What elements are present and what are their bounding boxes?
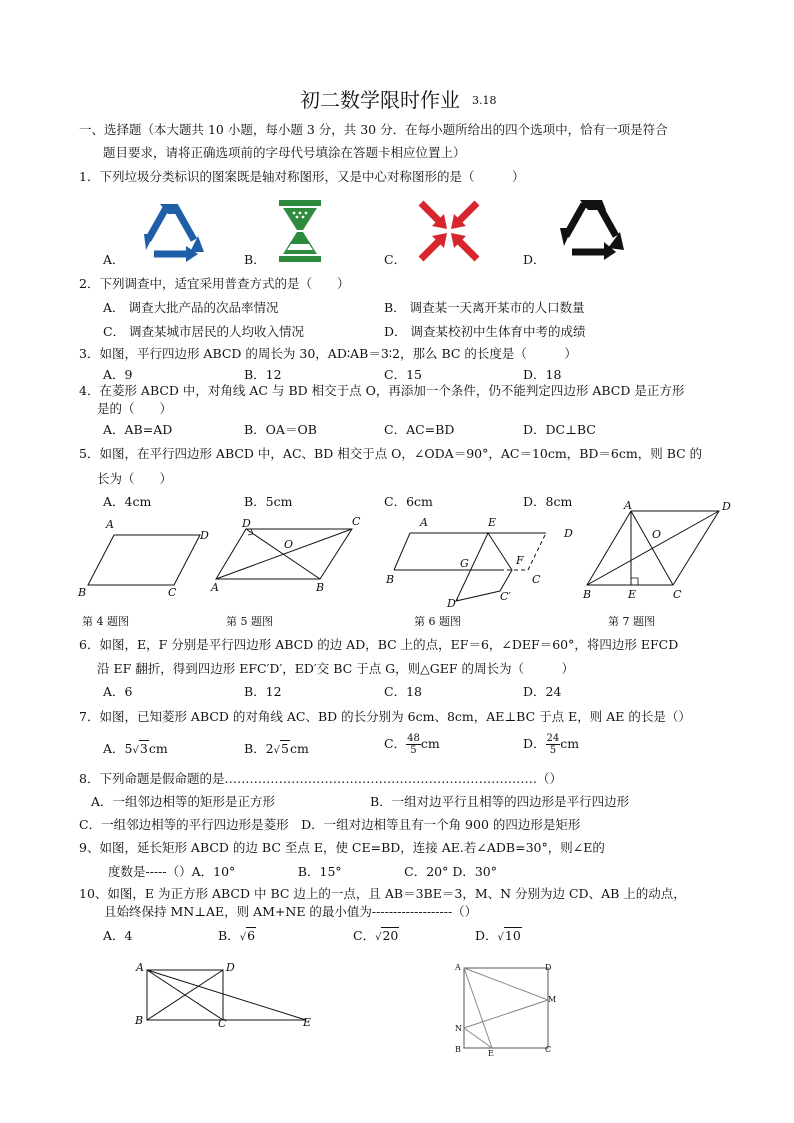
fig9-label-e: E bbox=[303, 1016, 312, 1029]
q2-option-c: C． 调查某城市居民的人均收入情况 bbox=[103, 324, 305, 339]
q3-option-a: A．9 bbox=[103, 367, 133, 382]
fig9-label-b: B bbox=[135, 1014, 144, 1027]
q2-option-b: B． 调查某一天离开某市的人口数量 bbox=[384, 300, 585, 315]
q4-option-b: B．OA＝OB bbox=[244, 422, 317, 437]
q6-option-a: A．6 bbox=[103, 684, 133, 699]
q8-option-a: A．一组邻边相等的矩形是正方形 bbox=[91, 794, 276, 809]
fig6-label-d-prime: D′ bbox=[447, 597, 459, 610]
fig6-label-c-prime: C′ bbox=[500, 590, 511, 603]
fig7-caption: 第 7 题图 bbox=[608, 615, 655, 628]
fig6-label-f: F bbox=[516, 554, 524, 567]
fig4-label-a: A bbox=[106, 518, 114, 531]
fig5-label-d: D bbox=[242, 517, 251, 530]
q1-option-b: B． bbox=[244, 252, 266, 267]
q8-stem: 8．下列命题是假命题的是…………………………………………………………………（） bbox=[79, 771, 562, 786]
q9-stem-line1: 9、如图，延长矩形 ABCD 的边 BC 至点 E，使 CE=BD，连接 AE.若∠ADB=30°，则∠E的 bbox=[79, 840, 605, 855]
q5-option-a: A．4cm bbox=[103, 494, 152, 509]
q2-option-d: D． 调查某校初中生体育中考的成绩 bbox=[384, 324, 586, 339]
q6-option-c: C．18 bbox=[384, 684, 422, 699]
fig7-label-o: O bbox=[652, 528, 662, 541]
q6-stem-line2: 沿 EF 翻折，得到四边形 EFC′D′，ED′交 BC 于点 G，则△GEF 的周长为（ ） bbox=[97, 661, 575, 676]
q5-stem-line2: 长为（ ） bbox=[97, 471, 173, 486]
fig9-label-a: A bbox=[136, 961, 144, 974]
inward-arrows-red-icon bbox=[418, 200, 480, 262]
q3-option-d: D．18 bbox=[523, 367, 562, 382]
q5-option-b: B．5cm bbox=[244, 494, 293, 509]
fig5-label-b: B bbox=[316, 581, 325, 594]
q5-option-c: C．6cm bbox=[384, 494, 433, 509]
fig7-label-e: E bbox=[628, 588, 637, 601]
fig10-label-b: B bbox=[455, 1045, 461, 1054]
q7-option-c: C． $\frac{48}{5}$ cm bbox=[384, 733, 440, 756]
q4-option-a: A．AB=AD bbox=[103, 422, 173, 437]
fig6-label-b: B bbox=[386, 573, 395, 586]
fig6-label-d: D bbox=[564, 527, 573, 540]
page-title: 初二数学限时作业 bbox=[300, 88, 460, 112]
q7-option-d: D． $\frac{24}{5}$ cm bbox=[523, 733, 580, 756]
q10-stem-line1: 10、如图，E 为正方形 ABCD 中 BC 边上的一点，且 AB＝3BE＝3，M、N 分别为边 CD、AB 上的动点， bbox=[79, 886, 686, 901]
q1-stem: 1．下列垃圾分类标识的图案既是轴对称图形，又是中心对称图形的是（ ） bbox=[79, 169, 525, 184]
q7-stem: 7．如图，已知菱形 ABCD 的对角线 AC、BD 的长分别为 6cm、8cm，AE⊥BC 于点 E，则 AE 的长是（） bbox=[79, 709, 691, 724]
q4-option-d: D．DC⊥BC bbox=[523, 422, 596, 437]
fig10-label-a: A bbox=[455, 963, 461, 972]
q5-stem-line1: 5．如图，在平行四边形 ABCD 中，AC、BD 相交于点 O，∠ODA＝90°，AC＝10cm，BD＝6cm，则 BC 的 bbox=[79, 446, 703, 461]
fig6-label-c: C bbox=[532, 573, 541, 586]
recycle-arrows-blue-icon bbox=[138, 200, 206, 262]
fig7-label-c: C bbox=[673, 588, 682, 601]
q5-option-d: D．8cm bbox=[523, 494, 573, 509]
fig7-label-a: A bbox=[624, 499, 632, 512]
fig10-label-m: M bbox=[548, 995, 557, 1004]
date: 3.18 bbox=[472, 94, 497, 107]
fig6-label-g: G bbox=[460, 557, 469, 570]
q4-stem-line2: 是的（ ） bbox=[97, 401, 173, 416]
q6-option-b: B．12 bbox=[244, 684, 282, 699]
fig6-label-e: E bbox=[488, 516, 497, 529]
fig5-caption: 第 5 题图 bbox=[226, 615, 273, 628]
figure-7-rhombus bbox=[585, 505, 725, 595]
fig10-label-e: E bbox=[488, 1049, 494, 1058]
q7-option-b: B．2√5cm bbox=[244, 741, 309, 756]
fig9-label-c: C bbox=[218, 1017, 227, 1030]
figure-6-folded-parallelogram bbox=[388, 515, 568, 615]
fig6-caption: 第 6 题图 bbox=[414, 615, 461, 628]
q2-option-a: A． 调查大批产品的次品率情况 bbox=[103, 300, 279, 315]
q4-stem-line1: 4．在菱形 ABCD 中，对角线 AC 与 BD 相交于点 O，再添加一个条件，仍不能判定四边形 ABCD 是正方形 bbox=[79, 383, 685, 398]
q10-option-c: C．√20 bbox=[353, 928, 399, 943]
q8-options-cd: C．一组邻边相等的平行四边形是菱形 D．一组对边相等且有一个角 900 的四边形是矩形 bbox=[79, 817, 581, 832]
q4-option-c: C．AC=BD bbox=[384, 422, 455, 437]
q9-stem-line2: 度数是-----（）A．10° B．15° C．20° D．30° bbox=[108, 864, 498, 879]
q6-stem-line1: 6．如图，E，F 分别是平行四边形 ABCD 的边 AD，BC 上的点，EF＝6，∠DEF＝60°，将四边形 EFCD bbox=[79, 637, 679, 652]
section-heading-line1: 一、选择题（本大题共 10 小题，每小题 3 分，共 30 分．在每小题所给出的四个选项中，恰有一项是符合 bbox=[79, 122, 668, 137]
fig4-label-d: D bbox=[200, 529, 209, 542]
figure-5-parallelogram bbox=[210, 515, 360, 595]
q10-option-a: A．4 bbox=[103, 928, 133, 943]
figure-4-parallelogram bbox=[80, 515, 210, 605]
q3-option-b: B．12 bbox=[244, 367, 282, 382]
fig10-label-n: N bbox=[455, 1024, 462, 1033]
q10-option-d: D．√10 bbox=[475, 928, 521, 943]
fig10-label-d: D bbox=[545, 963, 552, 972]
fig5-label-c: C bbox=[352, 515, 361, 528]
fig7-label-d: D bbox=[722, 500, 731, 513]
fig5-label-o: O bbox=[284, 538, 294, 551]
hourglass-green-icon bbox=[277, 200, 323, 262]
q3-stem: 3．如图，平行四边形 ABCD 的周长为 30，AD∶AB＝3∶2，那么 BC 的长度是（ ） bbox=[79, 346, 577, 361]
fig5-label-a: A bbox=[211, 581, 219, 594]
q8-option-b: B．一组对边平行且相等的四边形是平行四边形 bbox=[370, 794, 630, 809]
q1-option-d: D． bbox=[523, 252, 546, 267]
fig9-label-d: D bbox=[226, 961, 235, 974]
q3-option-c: C．15 bbox=[384, 367, 422, 382]
fig10-label-c: C bbox=[545, 1045, 552, 1054]
recycle-arrows-black-icon bbox=[558, 198, 624, 260]
section-heading-line2: 题目要求，请将正确选项前的字母代号填涂在答题卡相应位置上） bbox=[103, 145, 466, 160]
q10-option-b: B．√6 bbox=[218, 928, 256, 943]
fig4-label-b: B bbox=[78, 586, 87, 599]
q10-stem-line2: 且始终保持 MN⊥AE，则 AM+NE 的最小值为-------------------（） bbox=[104, 904, 478, 919]
q2-stem: 2．下列调查中，适宜采用普查方式的是（ ） bbox=[79, 276, 350, 291]
q1-option-a: A． bbox=[103, 252, 125, 267]
fig4-label-c: C bbox=[168, 586, 177, 599]
fig7-label-b: B bbox=[583, 588, 592, 601]
fig6-label-a: A bbox=[420, 516, 428, 529]
q6-option-d: D．24 bbox=[523, 684, 562, 699]
q1-option-c: C． bbox=[384, 252, 407, 267]
q7-option-a: A．5√3cm bbox=[103, 741, 168, 756]
fig4-caption: 第 4 题图 bbox=[82, 615, 129, 628]
